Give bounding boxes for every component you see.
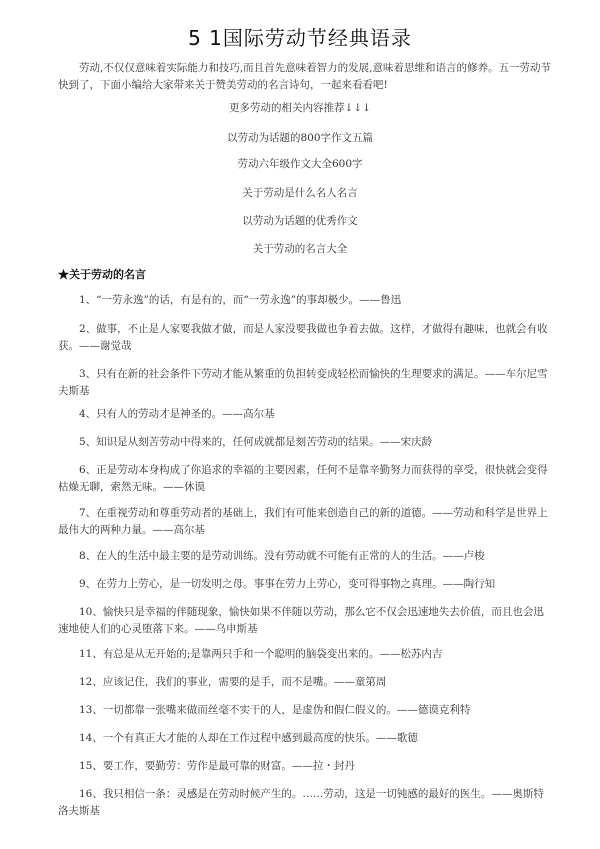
link-item[interactable]: 劳动六年级作文大全600字 <box>237 158 363 170</box>
quote-item: 13、一切都靠一张嘴来做而丝毫不实干的人，是虚伪和假仁假义的。——德谟克利特 <box>79 704 471 716</box>
quote-item: 3、只有在新的社会条件下劳动才能从繁重的负担转变成轻松而愉快的生理要求的满足。——车尔尼雪夫斯基 <box>58 368 548 397</box>
quote-item: 1、“一劳永逸”的话，有是有的，而“一劳永逸”的事却极少。——鲁迅 <box>79 294 402 306</box>
section-heading: ★关于劳动的名言 <box>58 268 146 281</box>
link-item[interactable]: 关于劳动是什么名人名言 <box>242 187 358 199</box>
link-item[interactable]: 以劳动为话题的800字作文五篇 <box>226 132 374 144</box>
quote-item: 12、应该记住，我们的事业，需要的是手，而不是嘴。——童第周 <box>79 676 387 688</box>
links-header: 更多劳动的相关内容推荐↓↓↓ <box>229 102 371 114</box>
intro-paragraph: 劳动,不仅仅意味着实际能力和技巧,而且首先意味着智力的发展,意味着思维和语言的修养。五一劳动节快到了，下面小编给大家带来关于赞美劳动的名言诗句，一起来看看吧! <box>58 62 552 91</box>
link-item[interactable]: 关于劳动的名言大全 <box>252 243 348 255</box>
quote-item: 9、在劳力上劳心，是一切发明之母。事事在劳力上劳心，变可得事物之真理。——陶行知 <box>79 578 496 590</box>
quote-item: 7、在重视劳动和尊重劳动者的基础上，我们有可能来创造自己的新的道德。——劳动和科学是世界上最伟大的两种力量。——高尔基 <box>58 507 548 536</box>
quote-item: 11、有总是从无开始的;是靠两只手和一个聪明的脑袋变出来的。——松苏内吉 <box>79 648 443 660</box>
quote-item: 14、一个有真正大才能的人却在工作过程中感到最高度的快乐。——歌德 <box>79 732 418 744</box>
quote-item: 4、只有人的劳动才是神圣的。——高尔基 <box>79 408 275 420</box>
quote-item: 16、我只相信一条：灵感是在劳动时候产生的。……劳动，这是一切钝感的最好的医生。——奥斯特洛夫斯基 <box>58 788 544 817</box>
quote-item: 5、知识是从刻苦劳动中得来的，任何成就都是刻苦劳动的结果。——宋庆龄 <box>79 436 433 448</box>
page-title: 5 1国际劳动节经典语录 <box>188 26 412 50</box>
quote-item: 15、要工作，要勤劳：劳作是最可靠的财富。——拉・封丹 <box>79 760 355 772</box>
quote-item: 2、做事，不止是人家要我做才做，而是人家没要我做也争着去做。这样，才做得有趣味，也就会有收获。——谢觉哉 <box>58 323 548 352</box>
quote-item: 8、在人的生活中最主要的是劳动训练。没有劳动就不可能有正常的人的生活。——卢梭 <box>79 550 485 562</box>
quote-item: 6、正是劳动本身构成了你追求的幸福的主要因素，任何不是靠辛勤努力而获得的享受，很快就会变得枯燥无聊，索然无味。——休谟 <box>58 464 548 493</box>
link-item[interactable]: 以劳动为话题的优秀作文 <box>242 215 358 227</box>
quote-item: 10、愉快只是幸福的伴随现象，愉快如果不伴随以劳动，那么它不仅会迅速地失去价值，而且也会迅速地使人们的心灵堕落下来。——乌申斯基 <box>58 606 544 635</box>
